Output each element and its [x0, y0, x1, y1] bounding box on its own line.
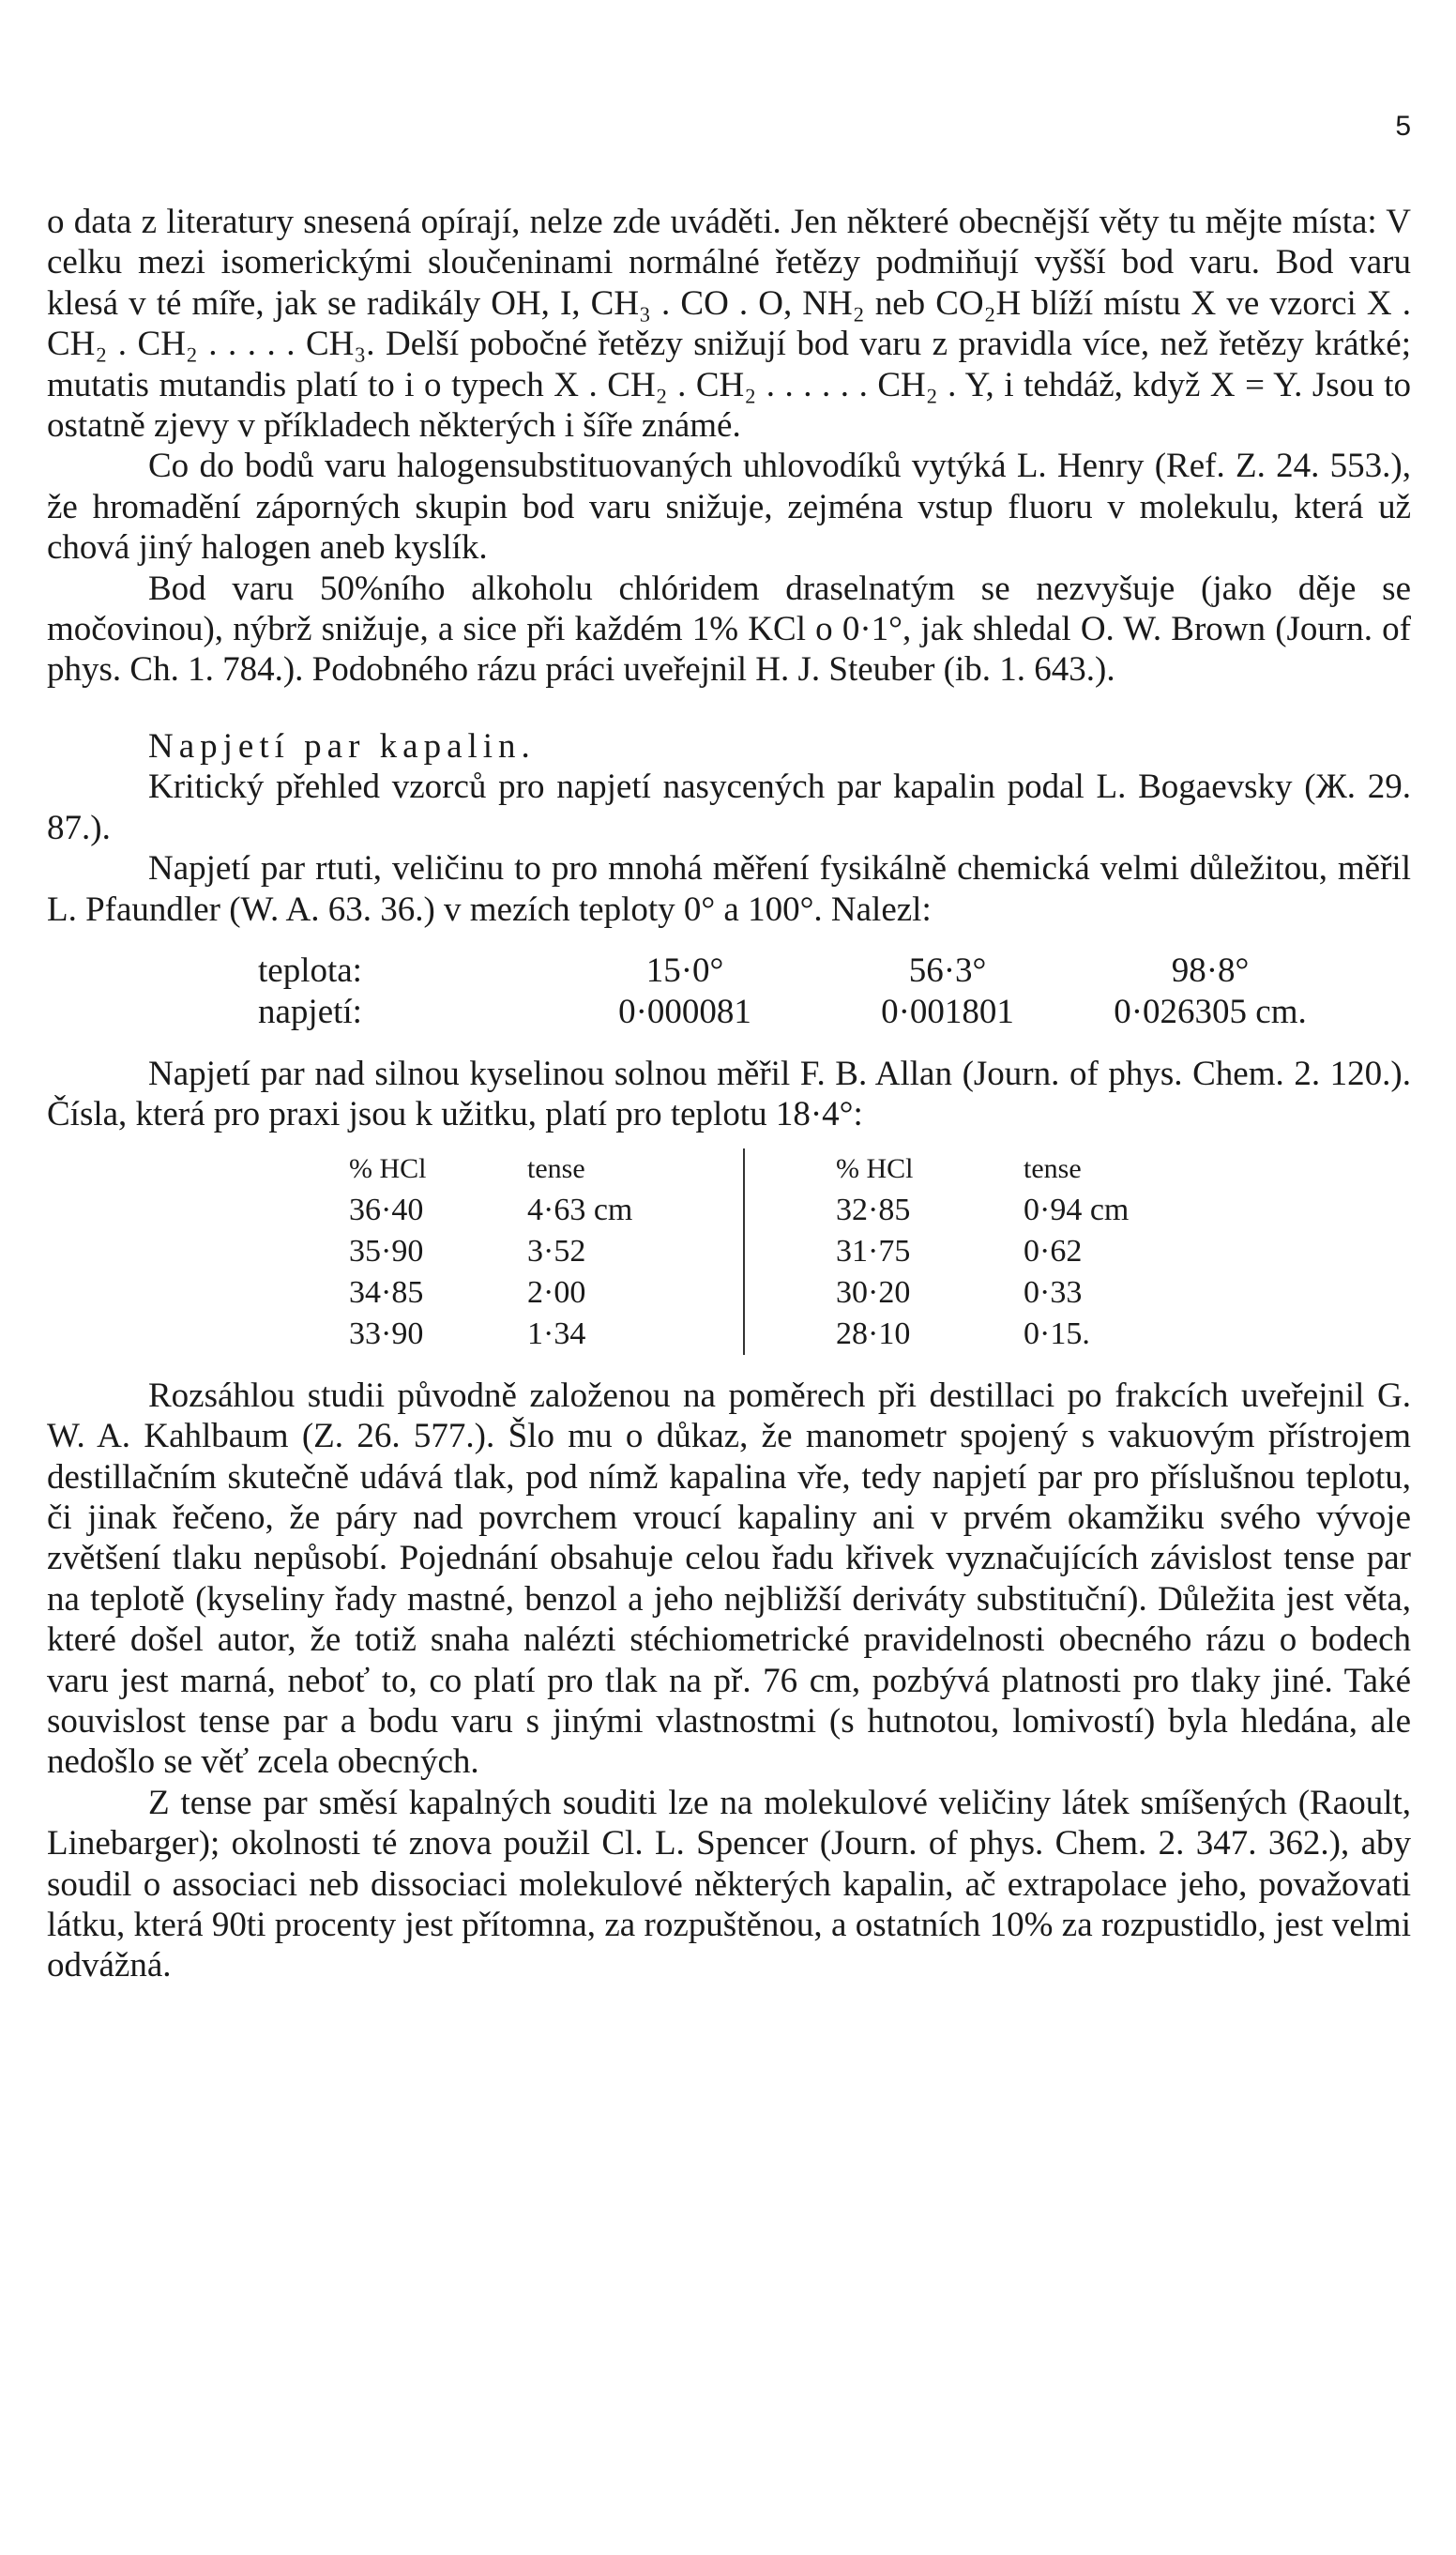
table-cell: 35·90 — [349, 1233, 424, 1269]
table-cell: 34·85 — [349, 1274, 424, 1310]
table-header-cell: % HCl — [349, 1152, 427, 1184]
paragraph-6: Napjetí par nad silnou kyselinou solnou měřil F. B. Allan (Journ. of phys. Chem. 2. 120.). Čísla, která pro praxi jsou k užitku, platí pro teplotu 18·4°: — [47, 1054, 1411, 1134]
table-cell: 0·000081 — [618, 992, 751, 1031]
paragraph-5: Napjetí par rtuti, veličinu to pro mnohá měření fysikálně chemická velmi důležitou, měřil L. Pfaundler (W. A. 63. 36.) v mezích teploty 0° a 100°. Nalezl: — [47, 849, 1411, 929]
table-row — [349, 1231, 1211, 1272]
hcl-tension-table — [349, 1148, 1211, 1355]
table-cell: teplota: — [258, 951, 362, 990]
paragraph-8: Z tense par směsí kapalných souditi lze na molekulové veličiny látek smíšených (Raoult, Linebarger); okolnosti té znova použil Cl. L. Spencer (Journ. of phys. Chem. 2. 347. 362.), aby soudil o associaci neb dissociaci molekulové některých kapalin, ač extrapolace jeho, považovati látku, která 90ti procenty jest přítomna, za rozpuštěnou, a ostatních 10% za rozpustidlo, jest velmi odvážná. — [47, 1783, 1411, 1985]
table-header-cell: tense — [1024, 1152, 1082, 1184]
table-cell: 98·8° — [1171, 951, 1250, 990]
table-header-cell: tense — [527, 1152, 585, 1184]
table-cell: 4·63 cm — [527, 1192, 633, 1227]
table-row — [349, 1272, 1211, 1314]
paragraph-4: Kritický přehled vzorců pro napjetí nasycených par kapalin podal L. Bogaevsky (Ж. 29. 87.). — [47, 768, 1411, 847]
table-cell: 0·33 — [1024, 1274, 1083, 1310]
table-cell: 32·85 — [836, 1192, 911, 1227]
table-cell: 31·75 — [836, 1233, 911, 1269]
table-cell: 28·10 — [836, 1316, 911, 1351]
table-cell: 56·3° — [908, 951, 987, 990]
table-cell: 36·40 — [349, 1192, 424, 1227]
table-row — [349, 1190, 1211, 1231]
table-cell: 15·0° — [645, 951, 724, 990]
table-cell: 0·62 — [1024, 1233, 1083, 1269]
table-cell: 0·94 cm — [1024, 1192, 1130, 1227]
page-body — [47, 202, 1411, 1986]
table-cell: 3·52 — [527, 1233, 586, 1269]
table-row — [258, 992, 1342, 1033]
paragraph-7: Rozsáhlou studii původně založenou na poměrech při destillaci po frakcích uveřejnil G. W. A. Kahlbaum (Z. 26. 577.). Šlo mu o důkaz, že manometr spojený s vakuovým přístrojem destillačním skutečně udává tlak, pod nímž kapalina vře, tedy napjetí par pro příslušnou teplotu, či jinak řečeno, že páry nad povrchem vroucí kapaliny ani v prvém okamžiku svého vývoje zvětšení tlaku nepůsobí. Pojednání obsahuje celou řadu křivek vyznačujících závislost tense par na teplotě (kyseliny řady mastné, benzol a jeho nejbližší deriváty substituční). Důležita jest věta, které došel autor, že totiž snaha nalézti stéchiometrické pravidelnosti obecného rázu o bodech varu jest marná, neboť to, co platí pro tlak na př. 76 cm, pozbývá platnosti pro tlaky jiné. Také souvislost tense par a bodu varu s jinými vlastnostmi (s hutnotou, lomivostí) byla hledána, ale nedošlo se věť zcela obecných. — [47, 1376, 1411, 1782]
page-number: 5 — [1395, 111, 1411, 142]
table-cell: 30·20 — [836, 1274, 911, 1310]
table-header-cell: % HCl — [836, 1152, 914, 1184]
table-cell: 33·90 — [349, 1316, 424, 1351]
table-cell: 2·00 — [527, 1274, 586, 1310]
table-header-row — [349, 1148, 1211, 1190]
table-cell: 1·34 — [527, 1316, 586, 1351]
table-cell: 0·001801 — [881, 992, 1014, 1031]
paragraph-2: Co do bodů varu halogensubstituovaných uhlovodíků vytýká L. Henry (Ref. Z. 24. 553.), že hromadění záporných skupin bod varu snižuje, zejména vstup fluoru v molekulu, která už chová jiný halogen aneb kyslík. — [47, 447, 1411, 568]
table-cell: napjetí: — [258, 992, 362, 1031]
paragraph-3: Bod varu 50%ního alkoholu chlóridem draselnatým se nezvyšuje (jako děje se močovinou), nýbrž snižuje, a sice při každém 1% KCl o 0·1°, jak shledal O. W. Brown (Journ. of phys. Ch. 1. 784.). Podobného rázu práci uveřejnil H. J. Steuber (ib. 1. 643.). — [47, 569, 1411, 690]
table-row — [258, 951, 1342, 992]
paragraph-1: o data z literatury snesená opírají, nelze zde uváděti. Jen některé obecnější věty tu mějte místa: V celku mezi isomerickými sloučeninami normálné řetězy podmiňují vyšší bod varu. Bod varu klesá v té míře, jak se radikály OH, I, CH₃ . CO . O, NH₂ neb CO₂H blíží místu X ve vzorci X . CH₂ . CH₂ . . . . . CH₃. Delší pobočné řetězy snižují bod varu z pravidla více, než řetězy krátké; mutatis mutandis platí to i o typech X . CH₂ . CH₂ . . . . . . CH₂ . Y, i tehdáž, když X = Y. Jsou to ostatně zjevy v příkladech některých i šíře známé. — [47, 203, 1411, 446]
mercury-vapor-table — [258, 951, 1342, 1033]
section-heading: Napjetí par kapalin. — [148, 726, 536, 766]
table-cell: 0·026305 cm. — [1114, 992, 1307, 1031]
table-cell: 0·15. — [1024, 1316, 1090, 1351]
table-row — [349, 1314, 1211, 1355]
